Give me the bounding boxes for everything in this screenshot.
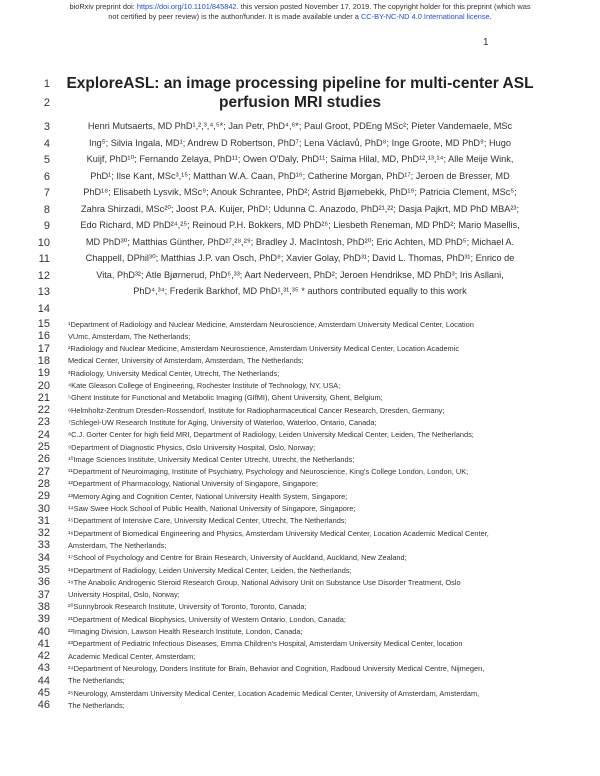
- header-line1-suffix: . this version posted November 17, 2019. The copyright holder for this preprint (which was: [236, 2, 531, 11]
- affiliation-line: ¹¹Department of Neuroimaging, Institute of Psychiatry, Psychology and Neuroscience, King's College London, London, UK;: [68, 467, 469, 477]
- affiliation-line: ²¹Department of Medical Biophysics, University of Western Ontario, London, Canada;: [68, 614, 346, 624]
- line-number: 1: [43, 78, 50, 90]
- affiliation-line: ¹⁵Department of Intensive Care, University Medical Center, Utrecht, The Netherlands;: [68, 516, 347, 526]
- license-link[interactable]: CC-BY-NC-ND 4.0 International license: [360, 11, 490, 21]
- author-line: Edo Richard, MD PhD²⁴,²⁵; Reinoud P.H. Bokkers, MD PhD²⁶; Liesbeth Reneman, MD PhD²; Mario Masellis,: [80, 220, 520, 230]
- header-line2-suffix: .: [489, 11, 492, 21]
- author-line: MD PhD³⁰; Matthias Günther, PhD²⁷,²⁸,²⁹; Bradley J. MacIntosh, PhD²⁰; Eric Achten, MD PhD⁵; Michael A.: [85, 236, 515, 247]
- line-number: 22: [37, 404, 50, 417]
- affiliation-line: ¹⁷School of Psychology and Centre for Brain Research, University of Auckland, Auckland, New Zealand;: [68, 553, 407, 563]
- line-number: 31: [37, 514, 50, 527]
- line-number: 23: [37, 416, 50, 429]
- affiliation-line: ¹⁶Department of Biomedical Engineering and Physics, Amsterdam University Medical Center, Location Academic Medical Center,: [68, 528, 489, 538]
- affiliation-line: ¹⁹The Anabolic Androgenic Steroid Research Group, National Advisory Unit on Substance Use Disorder Treatment, Oslo: [68, 577, 461, 587]
- author-line: Chappell, DPhil³⁰; Matthias J.P. van Osch, PhD⁸; Xavier Golay, PhD³¹; David L. Thomas, PhD³¹; Enrico de: [85, 253, 515, 263]
- affiliation-line: ²⁵Neurology, Amsterdam University Medical Center, Location Academic Medical Center, University of Amsterdam, Amsterdam,: [68, 688, 480, 698]
- affiliation-line: ³Radiology, University Medical Center, Utrecht, The Netherlands;: [68, 368, 280, 378]
- affiliation-line: ¹⁰Image Sciences Institute, University Medical Center Utrecht, Utrecht, the Netherlands;: [68, 454, 355, 464]
- line-number: 15: [37, 318, 50, 330]
- affiliation-line: ¹⁴Saw Swee Hock School of Public Health, National University of Singapore, Singapore;: [68, 504, 356, 513]
- affiliation-line: Medical Center, University of Amsterdam, Amsterdam, The Netherlands;: [68, 356, 304, 366]
- line-number: 29: [37, 490, 50, 503]
- preprint-header: [0, 2, 600, 21]
- line-number: 3: [43, 121, 50, 133]
- line-number: 45: [37, 687, 50, 699]
- doi-link[interactable]: https://doi.org/10.1101/845842: [136, 2, 237, 11]
- affiliation-line: The Netherlands;: [68, 676, 125, 686]
- affiliation-line: The Netherlands;: [68, 700, 125, 710]
- line-number: 41: [37, 637, 50, 650]
- affiliation-line: ²⁰Sunnybrook Research Institute, University of Toronto, Toronto, Canada;: [68, 602, 307, 612]
- line-number: 28: [37, 477, 50, 490]
- header-line-1: [0, 2, 600, 12]
- affiliation-line: Academic Medical Center, Amsterdam;: [68, 651, 196, 661]
- affiliation-line: ¹²Department of Pharmacology, National University of Singapore, Singapore;: [68, 479, 319, 489]
- line-number: 27: [37, 465, 50, 478]
- line-number: 37: [37, 588, 50, 601]
- affiliation-line: ²⁴Department of Neurology, Donders Institute for Brain, Behavior and Cognition, Radboud University Medical Centre, Nijmegen,: [68, 663, 485, 673]
- author-line: Zahra Shirzadi, MSc²⁰; Joost P.A. Kuijer, PhD¹; Udunna C. Anazodo, PhD²¹,²²; Dasja Pajkrt, MD PhD MBA²³;: [80, 203, 520, 214]
- line-number: 9: [43, 220, 50, 232]
- line-number: 17: [37, 342, 50, 355]
- header-doi-prefix: bioRxiv preprint doi:: [69, 2, 137, 11]
- author-line: Kuijf, PhD¹⁰; Fernando Zelaya, PhD¹¹; Owen O'Daly, PhD¹¹; Saima Hilal, MD, PhD¹²,¹³,¹⁴; Alle Meije Wink,: [86, 154, 514, 164]
- affiliation-line: VUmc, Amsterdam, The Netherlands;: [68, 331, 191, 341]
- affiliation-line: ²Radiology and Nuclear Medicine, Amsterdam Neuroscience, Amsterdam University Medical Center, Location Academic: [68, 344, 460, 354]
- affiliation-line: ⁹Department of Diagnostic Physics, Oslo University Hospital, Oslo, Norway;: [68, 442, 316, 452]
- line-number: 13: [37, 286, 50, 298]
- line-number: 25: [37, 441, 50, 453]
- line-number: 30: [37, 502, 50, 515]
- affiliation-line: ⁵Ghent Institute for Functional and Metabolic Imaging (GIfMI), Ghent University, Ghent, Belgium;: [68, 393, 383, 403]
- affiliation-line: ⁸C.J. Gorter Center for high field MRI, Department of Radiology, Leiden University Medical Center, Leiden, The Netherlands;: [68, 430, 474, 440]
- affiliation-line: ¹⁸Department of Radiology, Leiden University Medical Center, Leiden, the Netherlands;: [68, 565, 352, 575]
- line-number: 8: [43, 203, 50, 216]
- line-number: 44: [37, 674, 50, 687]
- author-line: PhD¹⁸; Elisabeth Lysvik, MSc⁹; Anouk Schrantee, PhD²; Astrid Bjørnebekk, PhD¹⁹; Patricia Clement, MSc⁵;: [83, 187, 517, 197]
- line-number: 10: [37, 236, 50, 249]
- affiliation-line: ⁴Kate Gleason College of Engineering, Rochester Institute of Technology, NY, USA;: [68, 381, 341, 390]
- affiliation-line: University Hospital, Oslo, Norway;: [68, 590, 180, 600]
- line-number: 20: [37, 379, 50, 392]
- author-line: PhD⁴,³⁴; Frederik Barkhof, MD PhD¹,³¹,³⁵ * authors contributed equally to this work: [133, 286, 467, 296]
- author-line: Ing⁵; Silvia Ingala, MD¹; Andrew D Robertson, PhD⁷; Lena Václavů, PhD⁸; Inge Groote, MD PhD⁹; Hugo: [89, 137, 511, 148]
- affiliation-line: ¹³Memory Aging and Cognition Center, National University Health System, Singapore;: [68, 491, 348, 501]
- line-number: 33: [37, 539, 50, 552]
- line-number: 34: [37, 551, 50, 564]
- line-number: 16: [37, 330, 50, 343]
- line-number: 38: [37, 600, 50, 613]
- line-number: 2: [43, 97, 50, 109]
- paper-title-line: ExploreASL: an image processing pipeline for multi-center ASL: [66, 75, 534, 92]
- line-number: 4: [43, 137, 50, 150]
- line-number: 11: [38, 253, 50, 265]
- line-number: 43: [37, 662, 50, 675]
- line-number: 5: [43, 154, 50, 166]
- affiliation-line: ²³Department of Pediatric Infectious Diseases, Emma Children's Hospital, Amsterdam University Medical Center, location: [68, 639, 463, 649]
- line-number: 6: [43, 170, 50, 183]
- affiliation-line: ⁷Schlegel-UW Research Institute for Aging, University of Waterloo, Waterloo, Ontario, Canada;: [68, 417, 377, 427]
- line-number: 26: [37, 453, 50, 466]
- page-number: 1: [483, 37, 489, 48]
- author-line: Henri Mutsaerts, MD PhD¹,²,³,⁴,⁵*; Jan Petr, PhD⁴,⁶*; Paul Groot, PDEng MSc²; Pieter Vandemaele, MSc: [87, 121, 513, 131]
- line-number: 46: [37, 699, 50, 712]
- line-number: 40: [37, 625, 50, 638]
- affiliation-line: ¹Department of Radiology and Nuclear Medicine, Amsterdam Neuroscience, Amsterdam University Medical Center, Location: [68, 319, 474, 329]
- author-line: PhD¹; Ilse Kant, MSc³,¹⁵; Matthan W.A. Caan, PhD¹⁶; Catherine Morgan, PhD¹⁷; Jeroen de Bresser, MD: [90, 170, 510, 181]
- line-number: 19: [37, 367, 50, 380]
- line-number: 7: [43, 187, 50, 199]
- paper-title-line: perfusion MRI studies: [219, 94, 381, 111]
- line-number: 12: [37, 269, 50, 282]
- line-number: 36: [37, 576, 50, 589]
- line-number: 18: [37, 354, 50, 367]
- line-number: 24: [37, 428, 50, 441]
- affiliation-line: Amsterdam, The Netherlands;: [68, 540, 167, 550]
- line-number: 42: [37, 650, 50, 663]
- line-number: 35: [37, 564, 50, 576]
- header-line2-prefix: not certified by peer review) is the author/funder. It is made available under a: [108, 11, 361, 21]
- line-number: 39: [37, 613, 50, 626]
- affiliation-line: ⁶Helmholtz-Zentrum Dresden-Rossendorf, Institute for Radiopharmaceutical Cancer Research, Dresden, Germany;: [68, 405, 445, 415]
- line-number: 32: [37, 527, 50, 540]
- affiliation-line: ²²Imaging Division, Lawson Health Research Institute, London, Canada;: [68, 627, 303, 636]
- header-line-2: [0, 12, 600, 22]
- line-number: 14: [37, 302, 50, 315]
- line-number: 21: [37, 391, 50, 404]
- author-line: Vita, PhD³²; Atle Bjørnerud, PhD⁶,³³; Aart Nederveen, PhD²; Jeroen Hendrikse, MD PhD³; Iris Asllani,: [96, 269, 504, 280]
